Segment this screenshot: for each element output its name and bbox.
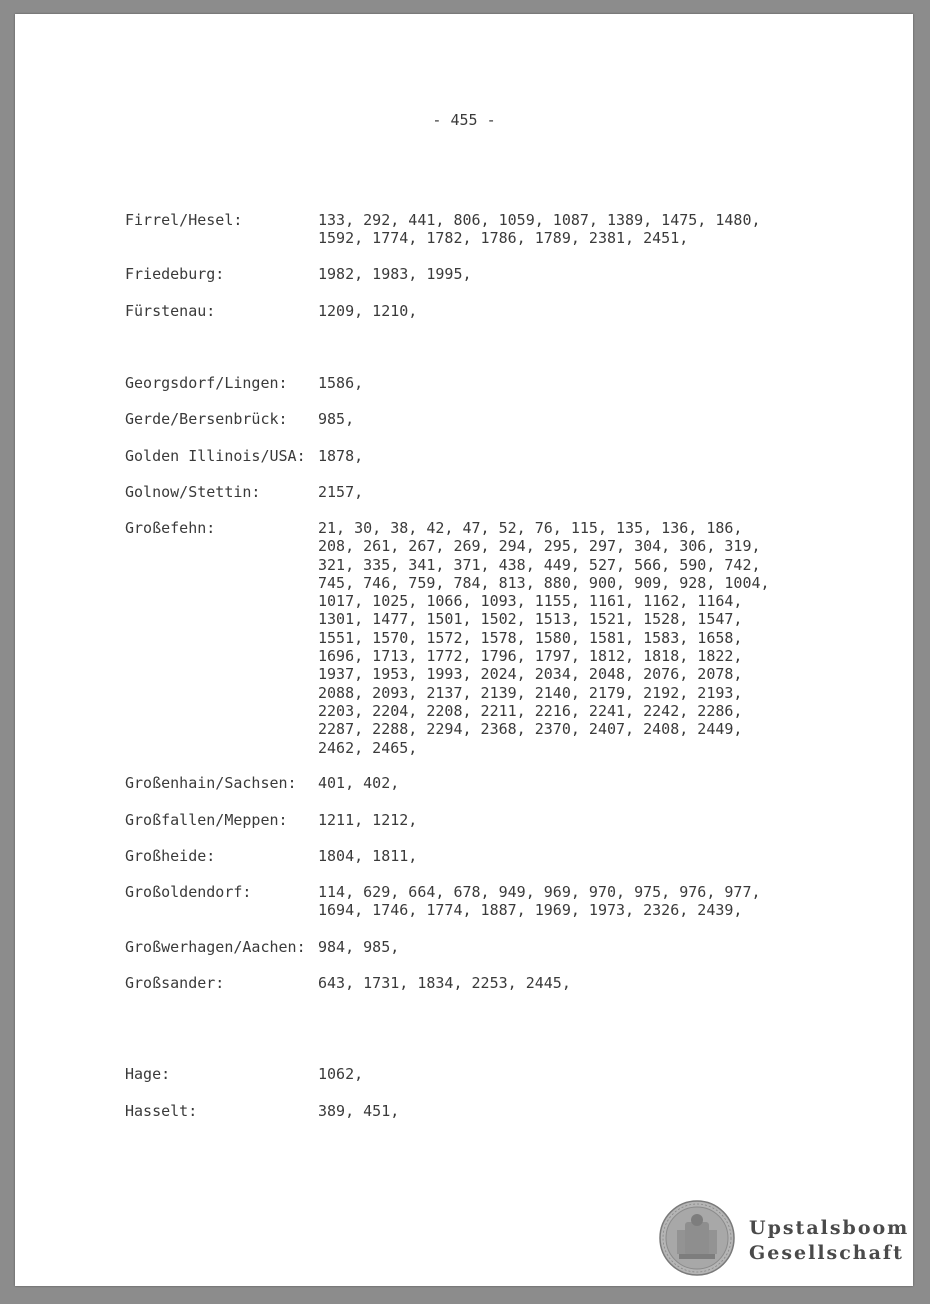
reference-line: 321, 335, 341, 371, 438, 449, 527, 566, 590, 742, xyxy=(318,555,761,574)
reference-numbers xyxy=(318,938,798,956)
reference-numbers xyxy=(318,974,798,992)
reference-numbers xyxy=(318,374,798,392)
reference-line: 1694, 1746, 1774, 1887, 1969, 1973, 2326, 2439, xyxy=(318,901,743,920)
place-name: Großenhain/Sachsen: xyxy=(125,774,297,792)
page-number: - 455 - xyxy=(432,111,496,129)
reference-line: 389, 451, xyxy=(318,1102,400,1120)
reference-line: 2462, 2465, xyxy=(318,738,418,757)
reference-line: 1696, 1713, 1772, 1796, 1797, 1812, 1818, 1822, xyxy=(318,647,743,666)
place-name: Golden Illinois/USA: xyxy=(125,447,306,465)
reference-line: 1878, xyxy=(318,447,364,465)
reference-line: 1209, 1210, xyxy=(318,302,418,320)
reference-line: 1586, xyxy=(318,374,364,392)
reference-line: 2157, xyxy=(318,483,364,501)
place-name: Großheide: xyxy=(125,847,216,865)
reference-line: 1062, xyxy=(318,1065,364,1083)
reference-line: 1804, 1811, xyxy=(318,847,418,865)
document-page xyxy=(15,14,913,1286)
reference-numbers xyxy=(318,483,798,501)
logo-text-line1: Upstalsboom xyxy=(749,1217,910,1239)
place-name: Hage: xyxy=(125,1065,171,1083)
society-logo xyxy=(659,1200,909,1280)
reference-line: 133, 292, 441, 806, 1059, 1087, 1389, 1475, 1480, xyxy=(318,211,761,229)
reference-numbers xyxy=(318,811,798,829)
place-name: Großefehn: xyxy=(125,519,216,537)
place-name: Firrel/Hesel: xyxy=(125,211,243,229)
reference-line: 1937, 1953, 1993, 2024, 2034, 2048, 2076, 2078, xyxy=(318,665,743,684)
reference-line: 1211, 1212, xyxy=(318,811,418,829)
reference-numbers xyxy=(318,1065,798,1083)
reference-numbers xyxy=(318,1102,798,1120)
place-name: Großfallen/Meppen: xyxy=(125,811,288,829)
reference-numbers xyxy=(318,302,798,320)
place-name: Friedeburg: xyxy=(125,265,225,283)
reference-line: 1982, 1983, 1995, xyxy=(318,265,472,283)
reference-numbers xyxy=(318,265,798,283)
reference-line: 208, 261, 267, 269, 294, 295, 297, 304, 306, 319, xyxy=(318,537,761,556)
reference-line: 2287, 2288, 2294, 2368, 2370, 2407, 2408, 2449, xyxy=(318,720,743,739)
reference-line: 1301, 1477, 1501, 1502, 1513, 1521, 1528, 1547, xyxy=(318,610,743,629)
reference-line: 643, 1731, 1834, 2253, 2445, xyxy=(318,974,571,992)
place-name: Gerde/Bersenbrück: xyxy=(125,410,288,428)
reference-line: 745, 746, 759, 784, 813, 880, 900, 909, 928, 1004, xyxy=(318,573,770,592)
reference-line: 2088, 2093, 2137, 2139, 2140, 2179, 2192, 2193, xyxy=(318,683,743,702)
place-name: Fürstenau: xyxy=(125,302,216,320)
place-name: Golnow/Stettin: xyxy=(125,483,261,501)
reference-numbers xyxy=(318,519,798,757)
place-name: Großwerhagen/Aachen: xyxy=(125,938,306,956)
reference-line: 985, xyxy=(318,410,355,428)
reference-line: 984, 985, xyxy=(318,938,400,956)
reference-line: 2203, 2204, 2208, 2211, 2216, 2241, 2242, 2286, xyxy=(318,701,743,720)
place-name: Georgsdorf/Lingen: xyxy=(125,374,288,392)
reference-numbers xyxy=(318,847,798,865)
reference-numbers xyxy=(318,774,798,792)
reference-line: 401, 402, xyxy=(318,774,400,792)
logo-text-line2: Gesellschaft xyxy=(749,1242,904,1264)
reference-numbers xyxy=(318,211,798,248)
place-name: Großoldendorf: xyxy=(125,883,252,901)
place-name: Hasselt: xyxy=(125,1102,198,1120)
seal-icon xyxy=(659,1200,735,1276)
reference-line: 1592, 1774, 1782, 1786, 1789, 2381, 2451, xyxy=(318,229,689,248)
place-name: Großsander: xyxy=(125,974,225,992)
reference-line: 21, 30, 38, 42, 47, 52, 76, 115, 135, 136, 186, xyxy=(318,519,743,537)
reference-line: 1017, 1025, 1066, 1093, 1155, 1161, 1162, 1164, xyxy=(318,592,743,611)
reference-line: 114, 629, 664, 678, 949, 969, 970, 975, 976, 977, xyxy=(318,883,761,901)
reference-numbers xyxy=(318,883,798,920)
reference-line: 1551, 1570, 1572, 1578, 1580, 1581, 1583, 1658, xyxy=(318,628,743,647)
reference-numbers xyxy=(318,447,798,465)
reference-numbers xyxy=(318,410,798,428)
